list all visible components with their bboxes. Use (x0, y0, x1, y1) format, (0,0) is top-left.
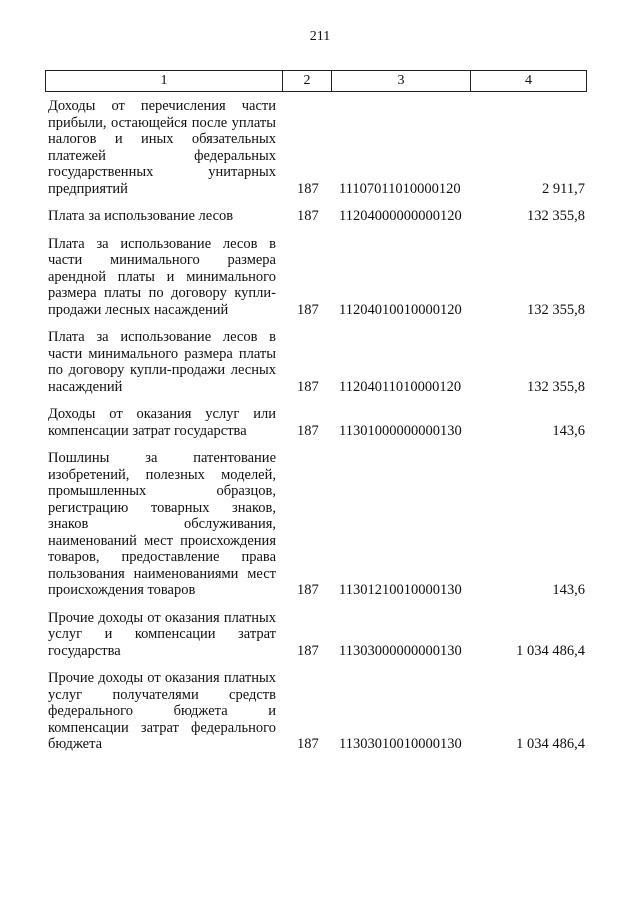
row-kbk-code: 11204010010000120 (339, 301, 462, 318)
row-amount: 132 355,8 (527, 301, 585, 318)
table-row (48, 236, 588, 319)
row-kbk-code: 11301210010000130 (339, 582, 462, 598)
table-row (48, 450, 588, 599)
table-body (48, 98, 588, 764)
row-amount: 132 355,8 (527, 208, 585, 224)
row-admin-code: 187 (297, 582, 319, 598)
table-row (48, 610, 588, 660)
row-description: Прочие доходы от оказания платных услуг и компенсации затрат государства (48, 609, 276, 659)
row-amount: 132 355,8 (527, 378, 585, 395)
row-kbk-code: 11303000000000130 (339, 642, 462, 659)
row-kbk-code: 11204000000000120 (339, 208, 462, 224)
column-header-row (45, 70, 587, 92)
row-description: Пошлины за патентование изобретений, полезных моделей, промышленных образцов, регистрацию товарных знаков, знаков обслуживания, наименований мест происхождения товаров, предоставление права пользования наименованиями мест происхождения товаров (48, 450, 276, 598)
row-amount: 1 034 486,4 (516, 736, 585, 752)
row-amount: 143,6 (552, 422, 585, 439)
row-description: Плата за использование лесов в части минимального размера арендной платы и минимального размера платы по договору купли-продажи лесных насаждений (48, 235, 276, 318)
row-admin-code: 187 (297, 301, 319, 318)
row-admin-code: 187 (297, 180, 319, 197)
row-description: Прочие доходы от оказания платных услуг получателями средств федерального бюджета и компенсации затрат федерального бюджета (48, 670, 276, 752)
column-header-1: 1 (46, 71, 283, 91)
row-amount: 143,6 (552, 582, 585, 598)
table-row (48, 329, 588, 395)
table-row (48, 670, 588, 753)
row-admin-code: 187 (297, 642, 319, 659)
column-header-3: 3 (332, 71, 471, 91)
row-description: Доходы от перечисления части прибыли, остающейся после уплаты налогов и иных обязательных платежей федеральных государственных унитарных предприятий (48, 98, 276, 197)
row-kbk-code: 11301000000000130 (339, 422, 462, 439)
row-kbk-code: 11107011010000120 (339, 180, 461, 197)
row-admin-code: 187 (297, 378, 319, 395)
table-row (48, 98, 588, 197)
column-header-4: 4 (525, 73, 532, 88)
table-row (48, 208, 588, 225)
row-description: Плата за использование лесов в части минимального размера платы по договору купли-продажи лесных насаждений (48, 329, 276, 395)
row-amount: 1 034 486,4 (516, 642, 585, 659)
column-header-2: 2 (283, 71, 332, 91)
row-admin-code: 187 (297, 422, 319, 439)
page-number: 211 (309, 29, 331, 44)
row-amount: 2 911,7 (542, 180, 585, 197)
row-description: Доходы от оказания услуг или компенсации затрат государства (48, 406, 276, 439)
row-description: Плата за использование лесов (48, 208, 234, 224)
row-admin-code: 187 (297, 208, 319, 224)
row-kbk-code: 11204011010000120 (339, 378, 462, 395)
row-kbk-code: 11303010010000130 (339, 736, 462, 752)
row-admin-code: 187 (297, 736, 319, 752)
table-row (48, 406, 588, 439)
